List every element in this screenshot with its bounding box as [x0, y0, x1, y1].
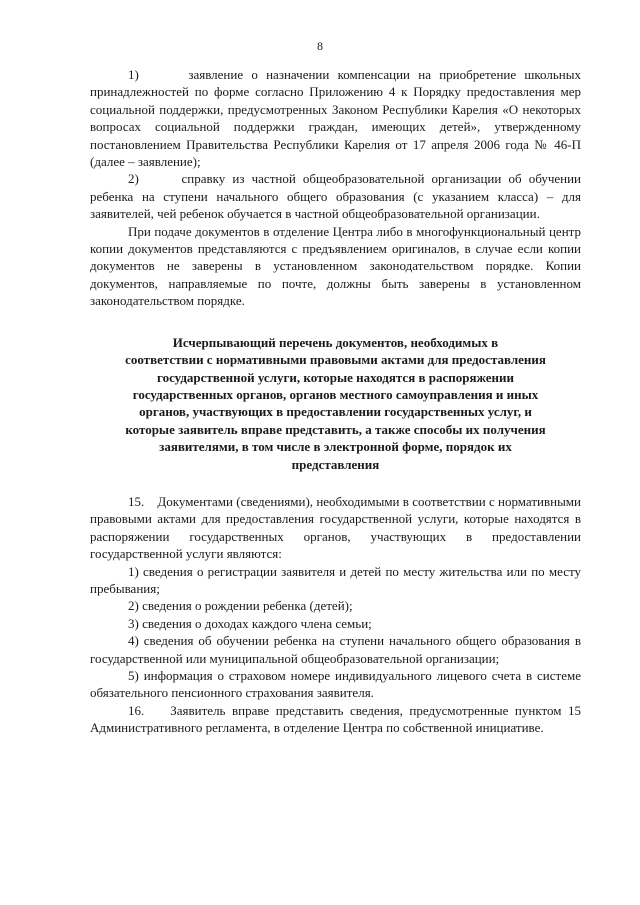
heading-line: соответствии с нормативными правовыми актами для предоставления	[125, 352, 546, 368]
bottom-section	[90, 493, 581, 737]
document-body	[90, 66, 581, 737]
heading-line: Исчерпывающий перечень документов, необходимых в	[172, 334, 499, 350]
section-heading	[90, 334, 581, 473]
heading-line: государственной услуги, которые находятся в распоряжении	[157, 369, 514, 385]
heading-line: заявителями, в том числе в электронной форме, порядок их	[159, 439, 512, 455]
paragraph-15: 15. Документами (сведениями), необходимыми в соответствии с нормативными правовыми актами для предоставления государственной услуги, которые находятся в распоряжении государственных органов, участвующих в предоставлении государственной услуги являются:	[90, 493, 581, 562]
paragraph-item-1: 1) заявление о назначении компенсации на приобретение школьных принадлежностей по форме согласно Приложению 4 к Порядку предоставления мер социальной поддержки, предусмотренных Законом Республики Карелия «О некоторых вопросах социальной поддержки граждан, имеющих детей», утвержденному постановлением Правительства Республики Карелия от 17 апреля 2006 года № 46-П (далее – заявление);	[90, 67, 581, 170]
list-item-4: 4) сведения об обучении ребенка на ступени начального общего образования в государственной или муниципальной общеобразовательной организации;	[90, 633, 581, 666]
top-section	[90, 66, 581, 310]
paragraph-copies: При подаче документов в отделение Центра либо в многофункциональный центр копии документов представляются с предъявлением оригиналов, в случае если копии документов не заверены в установленном законодательством порядке. Копии документов, направляемые по почте, должны быть заверены в установленном законодательством порядке.	[90, 223, 581, 309]
list-item-2: 2) сведения о рождении ребенка (детей);	[128, 598, 353, 614]
paragraph-16: 16. Заявитель вправе представить сведения, предусмотренные пунктом 15 Административного регламента, в отделение Центра по собственной инициативе.	[90, 702, 581, 736]
heading-line: государственных органов, органов местного самоуправления и иных	[132, 386, 539, 402]
page-number: 8	[317, 39, 323, 53]
heading-line: органов, участвующих в предоставлении государственных услуг, и	[139, 404, 532, 420]
heading-line: которые заявитель вправе представить, а также способы их получения	[125, 421, 546, 437]
list-item-3: 3) сведения о доходах каждого члена семьи;	[128, 615, 372, 631]
paragraph-item-2: 2) справку из частной общеобразовательной организации об обучении ребенка на ступени начального общего образования (с указанием класса) – для заявителей, чей ребенок обучается в частной общеобразовательной организации.	[90, 171, 581, 222]
list-item-5: 5) информация о страховом номере индивидуального лицевого счета в системе обязательного пенсионного страхования заявителя.	[90, 668, 581, 701]
list-item-1: 1) сведения о регистрации заявителя и детей по месту жительства или по месту пребывания;	[90, 563, 581, 596]
heading-line: представления	[291, 456, 380, 472]
